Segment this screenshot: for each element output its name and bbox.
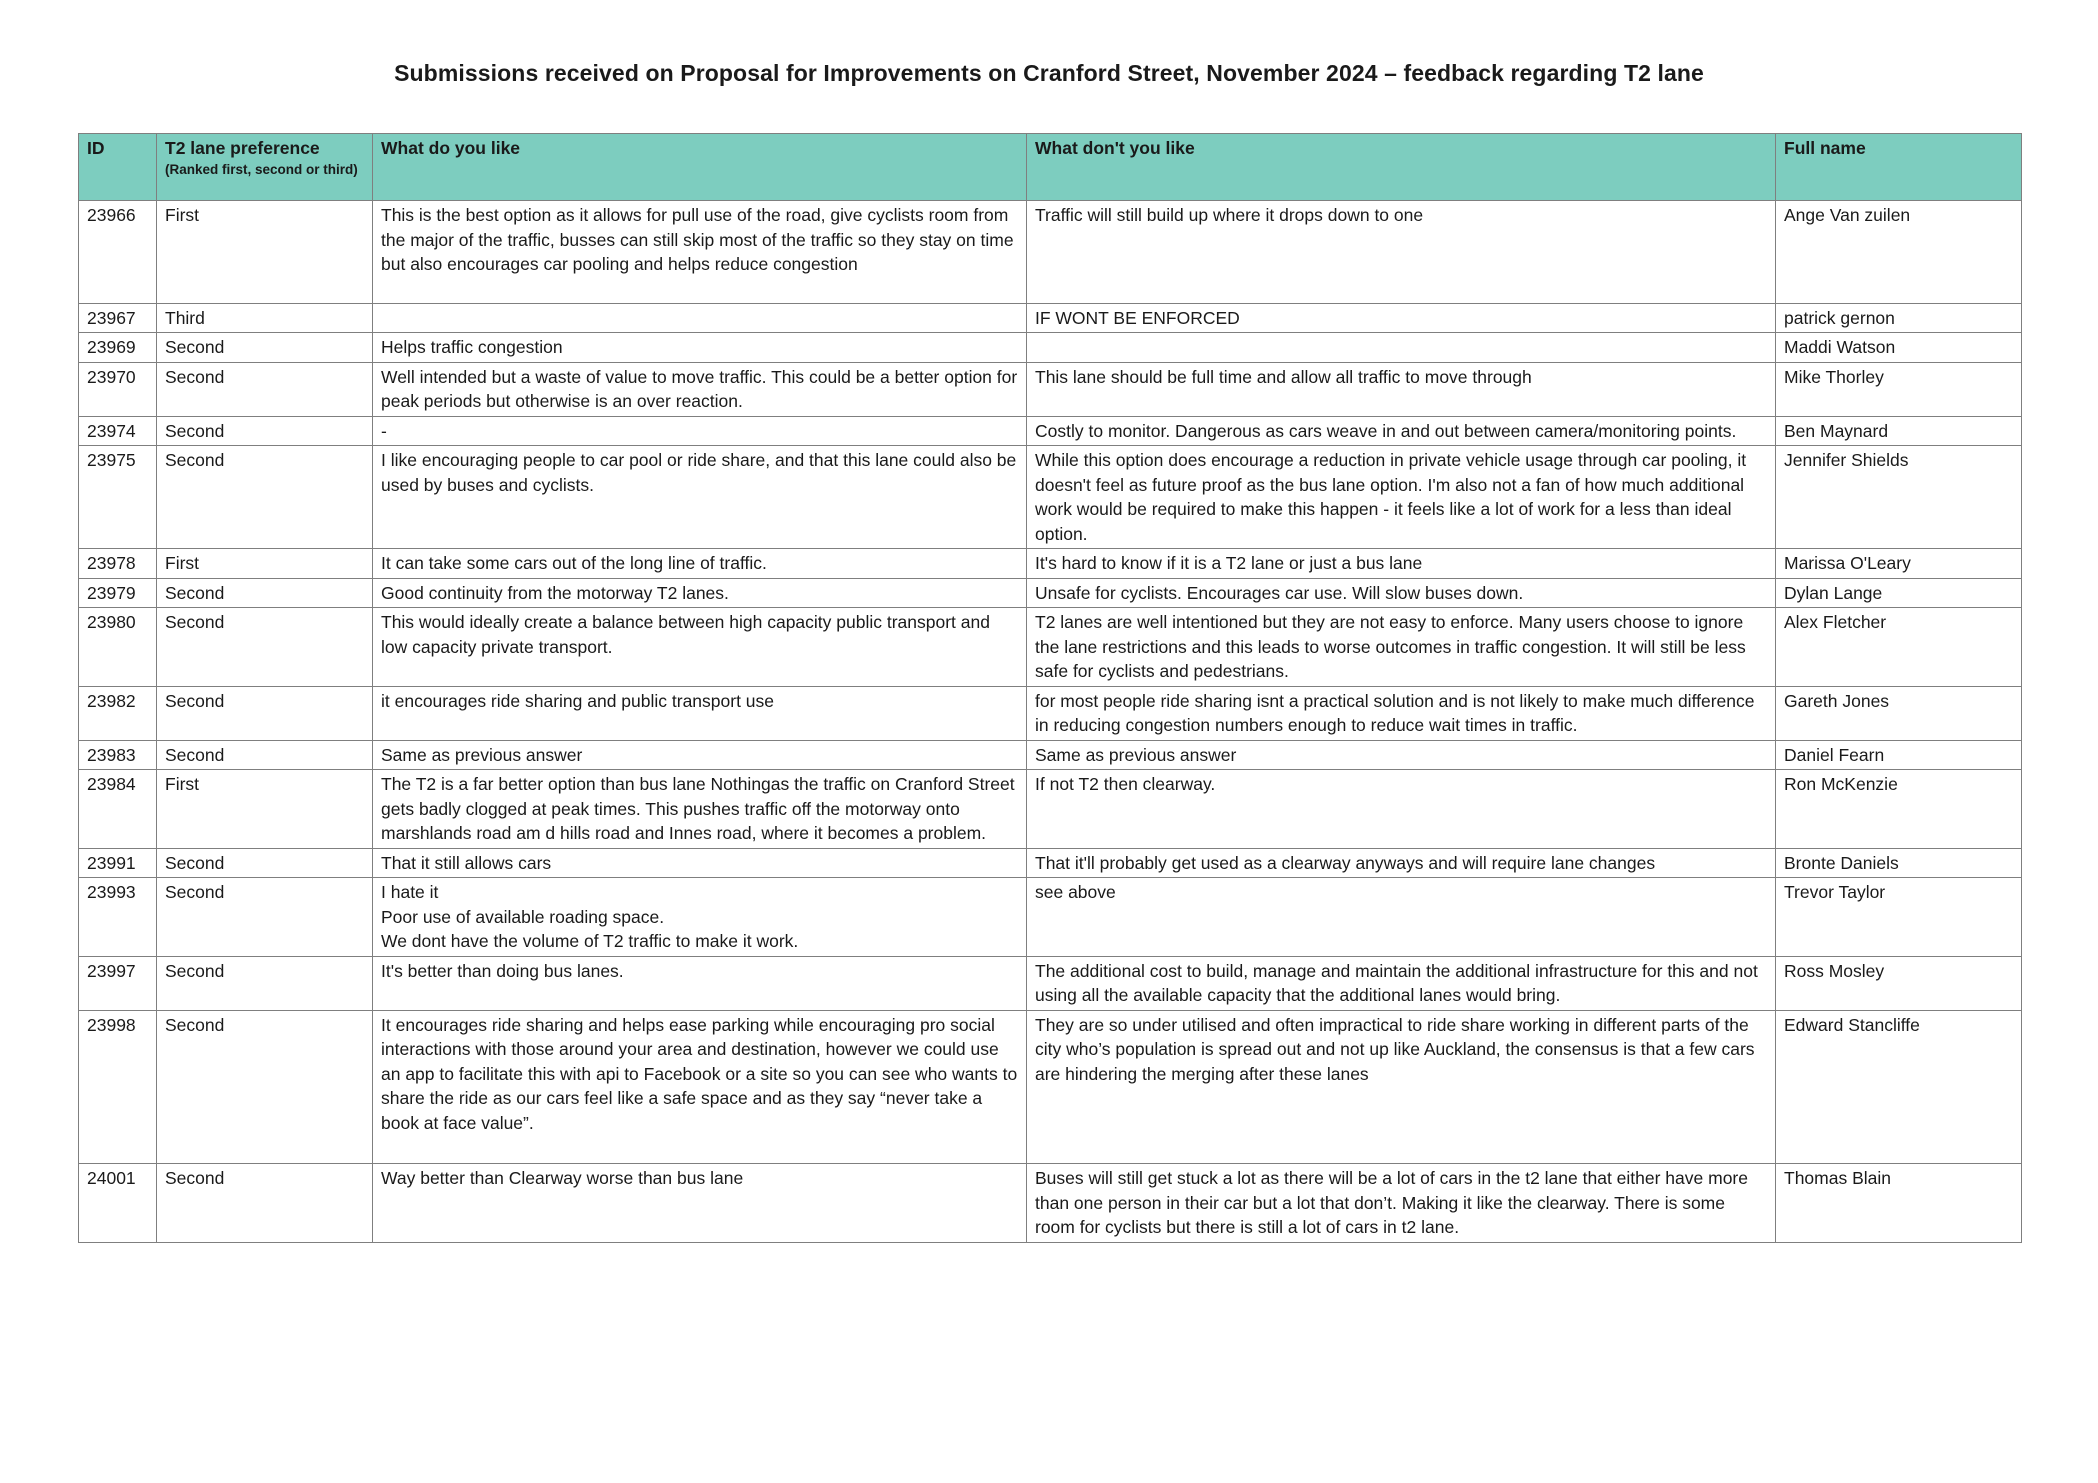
cell-preference: Second [157, 446, 373, 549]
cell-full-name: Jennifer Shields [1776, 446, 2022, 549]
cell-preference: Second [157, 956, 373, 1010]
cell-dislike: The additional cost to build, manage and maintain the additional infrastructure for this and not using all the available capacity that the additional lanes would bring. [1027, 956, 1776, 1010]
cell-id: 23984 [79, 770, 157, 849]
cell-like: It's better than doing bus lanes. [373, 956, 1027, 1010]
cell-id: 23991 [79, 848, 157, 878]
cell-preference: Second [157, 333, 373, 363]
cell-id: 23969 [79, 333, 157, 363]
cell-id: 23983 [79, 740, 157, 770]
table-body [79, 201, 2022, 1243]
cell-like: Same as previous answer [373, 740, 1027, 770]
cell-dislike: Unsafe for cyclists. Encourages car use. Will slow buses down. [1027, 578, 1776, 608]
cell-like: It encourages ride sharing and helps ease parking while encouraging pro social interactions with those around your area and destination, however we could use an app to facilitate this with api to Facebook or a site so you can see who wants to share the ride as our cars feel like a safe space and as they say “never take a book at face value”. [373, 1010, 1027, 1164]
header-like: What do you like [373, 134, 1027, 201]
cell-preference: Second [157, 686, 373, 740]
cell-preference: First [157, 770, 373, 849]
cell-dislike: This lane should be full time and allow all traffic to move through [1027, 362, 1776, 416]
cell-preference: Second [157, 578, 373, 608]
cell-id: 24001 [79, 1164, 157, 1243]
cell-like: That it still allows cars [373, 848, 1027, 878]
cell-id: 23979 [79, 578, 157, 608]
header-name: Full name [1776, 134, 2022, 201]
cell-dislike: Same as previous answer [1027, 740, 1776, 770]
cell-id: 23978 [79, 549, 157, 579]
cell-preference: Second [157, 740, 373, 770]
cell-dislike: see above [1027, 878, 1776, 957]
cell-preference: Second [157, 848, 373, 878]
cell-full-name: Trevor Taylor [1776, 878, 2022, 957]
cell-like: Well intended but a waste of value to move traffic. This could be a better option for peak periods but otherwise is an over reaction. [373, 362, 1027, 416]
cell-id: 23998 [79, 1010, 157, 1164]
header-id: ID [79, 134, 157, 201]
table-row [79, 549, 2022, 579]
cell-full-name: Bronte Daniels [1776, 848, 2022, 878]
cell-like: I like encouraging people to car pool or ride share, and that this lane could also be used by buses and cyclists. [373, 446, 1027, 549]
table-row [79, 201, 2022, 304]
cell-full-name: Ange Van zuilen [1776, 201, 2022, 304]
cell-like: The T2 is a far better option than bus lane Nothingas the traffic on Cranford Street gets badly clogged at peak times. This pushes traffic off the motorway onto marshlands road am d hills road and Innes road, where it becomes a problem. [373, 770, 1027, 849]
cell-dislike: That it'll probably get used as a clearway anyways and will require lane changes [1027, 848, 1776, 878]
cell-dislike: for most people ride sharing isnt a practical solution and is not likely to make much difference in reducing congestion numbers enough to reduce wait times in traffic. [1027, 686, 1776, 740]
cell-full-name: Edward Stancliffe [1776, 1010, 2022, 1164]
header-preference: T2 lane preference (Ranked first, second or third) [157, 134, 373, 201]
cell-like [373, 303, 1027, 333]
cell-full-name: Mike Thorley [1776, 362, 2022, 416]
page-title: Submissions received on Proposal for Improvements on Cranford Street, November 2024 – feedback regarding T2 lane [394, 60, 1704, 86]
table-row [79, 416, 2022, 446]
cell-preference: Second [157, 608, 373, 687]
table-row [79, 848, 2022, 878]
table-row [79, 956, 2022, 1010]
cell-preference: First [157, 201, 373, 304]
cell-preference: Second [157, 362, 373, 416]
cell-id: 23997 [79, 956, 157, 1010]
table-row [79, 686, 2022, 740]
cell-like: I hate it Poor use of available roading space. We dont have the volume of T2 traffic to make it work. [373, 878, 1027, 957]
cell-like: This is the best option as it allows for pull use of the road, give cyclists room from the major of the traffic, busses can still skip most of the traffic so they stay on time but also encourages car pooling and helps reduce congestion [373, 201, 1027, 304]
cell-like: it encourages ride sharing and public transport use [373, 686, 1027, 740]
table-row [79, 333, 2022, 363]
cell-full-name: Alex Fletcher [1776, 608, 2022, 687]
cell-like: Helps traffic congestion [373, 333, 1027, 363]
table-row [79, 1164, 2022, 1243]
table-row [79, 446, 2022, 549]
cell-preference: Second [157, 878, 373, 957]
cell-preference: Second [157, 1010, 373, 1164]
cell-full-name: Daniel Fearn [1776, 740, 2022, 770]
cell-dislike: If not T2 then clearway. [1027, 770, 1776, 849]
cell-dislike: While this option does encourage a reduction in private vehicle usage through car pooling, it doesn't feel as future proof as the bus lane option. I'm also not a fan of how much additional work would be required to make this happen - it feels like a lot of work for a less than ideal option. [1027, 446, 1776, 549]
cell-id: 23980 [79, 608, 157, 687]
cell-id: 23967 [79, 303, 157, 333]
cell-preference: First [157, 549, 373, 579]
table-row [79, 608, 2022, 687]
table-row [79, 362, 2022, 416]
submissions-table [78, 133, 2022, 1243]
header-row [79, 134, 2022, 201]
cell-full-name: Maddi Watson [1776, 333, 2022, 363]
cell-full-name: Gareth Jones [1776, 686, 2022, 740]
cell-dislike: T2 lanes are well intentioned but they are not easy to enforce. Many users choose to ignore the lane restrictions and this leads to worse outcomes in traffic congestion. It will still be less safe for cyclists and pedestrians. [1027, 608, 1776, 687]
cell-full-name: Thomas Blain [1776, 1164, 2022, 1243]
cell-like: Good continuity from the motorway T2 lanes. [373, 578, 1027, 608]
cell-full-name: Ron McKenzie [1776, 770, 2022, 849]
table-row [79, 878, 2022, 957]
cell-dislike: IF WONT BE ENFORCED [1027, 303, 1776, 333]
cell-id: 23966 [79, 201, 157, 304]
cell-full-name: Marissa O'Leary [1776, 549, 2022, 579]
table-row [79, 740, 2022, 770]
header-dislike: What don't you like [1027, 134, 1776, 201]
cell-preference: Third [157, 303, 373, 333]
cell-id: 23970 [79, 362, 157, 416]
cell-full-name: patrick gernon [1776, 303, 2022, 333]
cell-dislike: It's hard to know if it is a T2 lane or just a bus lane [1027, 549, 1776, 579]
cell-like: - [373, 416, 1027, 446]
cell-full-name: Dylan Lange [1776, 578, 2022, 608]
cell-dislike: Traffic will still build up where it drops down to one [1027, 201, 1776, 304]
table-row [79, 578, 2022, 608]
cell-id: 23974 [79, 416, 157, 446]
cell-id: 23993 [79, 878, 157, 957]
cell-preference: Second [157, 416, 373, 446]
table-row [79, 770, 2022, 849]
cell-like: It can take some cars out of the long line of traffic. [373, 549, 1027, 579]
cell-id: 23975 [79, 446, 157, 549]
cell-like: Way better than Clearway worse than bus lane [373, 1164, 1027, 1243]
cell-dislike [1027, 333, 1776, 363]
cell-preference: Second [157, 1164, 373, 1243]
cell-like: This would ideally create a balance between high capacity public transport and low capacity private transport. [373, 608, 1027, 687]
table-header [79, 134, 2022, 201]
table-row [79, 1010, 2022, 1164]
cell-full-name: Ben Maynard [1776, 416, 2022, 446]
cell-dislike: Costly to monitor. Dangerous as cars weave in and out between camera/monitoring points. [1027, 416, 1776, 446]
cell-dislike: Buses will still get stuck a lot as there will be a lot of cars in the t2 lane that either have more than one person in their car but a lot that don’t. Making it like the clearway. There is some room for cyclists but there is still a lot of cars in t2 lane. [1027, 1164, 1776, 1243]
header-preference-note: (Ranked first, second or third) [165, 161, 358, 177]
cell-full-name: Ross Mosley [1776, 956, 2022, 1010]
cell-id: 23982 [79, 686, 157, 740]
table-row [79, 303, 2022, 333]
cell-dislike: They are so under utilised and often impractical to ride share working in different parts of the city who’s population is spread out and not up like Auckland, the consensus is that a few cars are hindering the merging after these lanes [1027, 1010, 1776, 1164]
